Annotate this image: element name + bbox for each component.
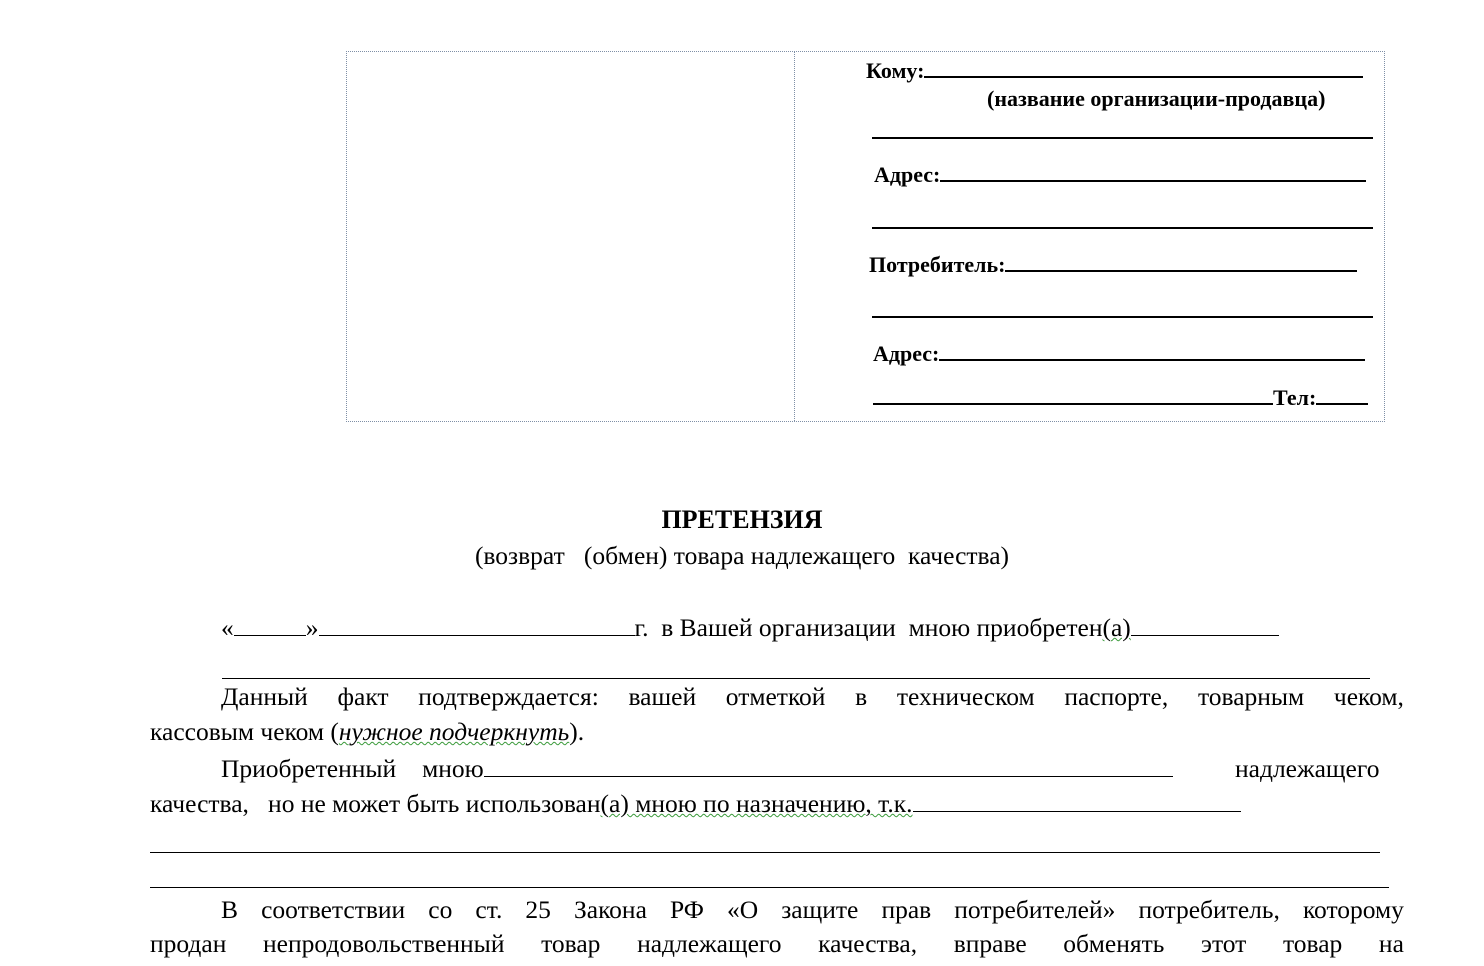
acquired-item-field[interactable] [484, 754, 1173, 777]
page-subtitle: (возврат (обмен) товара надлежащего качества) [474, 541, 1010, 570]
month-year-field[interactable] [319, 613, 635, 636]
sold-word: непродовольственный [262, 929, 505, 958]
receipt-prefix: кассовым чеком ( [150, 717, 339, 746]
law-paragraph-line-1 [221, 895, 1404, 925]
fact-word: отметкой [725, 682, 826, 711]
law-word: соответствии [261, 895, 406, 924]
sold-word: товар [1282, 929, 1343, 958]
address2-field[interactable] [939, 339, 1365, 361]
law-word: со [428, 895, 453, 924]
reason-field-line-3[interactable] [150, 887, 1389, 888]
fact-word: Данный [221, 682, 308, 711]
law-word: В [221, 895, 239, 924]
sold-word: товар [541, 929, 601, 958]
acquired-row [221, 754, 1173, 784]
acquired-word: надлежащего [1235, 754, 1380, 783]
phone-field[interactable] [1316, 383, 1368, 405]
acquired-word: мною [422, 754, 484, 783]
sold-word: обменять [1063, 929, 1165, 958]
law-word: ст. [475, 895, 503, 924]
sold-word: этот [1201, 929, 1247, 958]
sold-word: качества, [818, 929, 918, 958]
phone-label: Тел: [1273, 385, 1317, 410]
address-field[interactable] [940, 160, 1366, 182]
to-field[interactable] [924, 56, 1363, 78]
law-word: РФ [669, 895, 704, 924]
to-row [866, 56, 1363, 84]
sold-word: надлежащего [637, 929, 782, 958]
address-field-line-2[interactable] [872, 227, 1373, 229]
quality-text: качества, но не может быть использован [150, 789, 601, 818]
fact-word: техническом [896, 682, 1035, 711]
sold-word: продан [150, 929, 227, 958]
quote-close: » [305, 613, 319, 642]
fact-word: факт [337, 682, 389, 711]
receipt-note: нужное подчеркнуть [338, 717, 570, 746]
address2-field-line-2[interactable] [873, 383, 1273, 405]
law-paragraph-line-2 [150, 929, 1404, 959]
address2-label: Адрес: [873, 341, 940, 366]
law-word: потребитель, [1138, 895, 1280, 924]
quote-open: « [221, 613, 234, 642]
sold-word: вправе [953, 929, 1027, 958]
fact-word: вашей [628, 682, 697, 711]
address-row [874, 160, 1366, 188]
law-word: которому [1302, 895, 1404, 924]
org-caption: (название организации-продавца) [987, 86, 1326, 111]
law-word: Закона [574, 895, 647, 924]
law-word: прав [881, 895, 932, 924]
fact-word: подтверждается: [418, 682, 599, 711]
purchase-row [221, 613, 1279, 643]
phone-row [873, 383, 1368, 411]
to-field-line-2[interactable] [872, 137, 1373, 139]
receipt-suffix: ). [569, 717, 585, 746]
day-field[interactable] [234, 613, 306, 636]
block-divider [794, 52, 795, 421]
consumer-field-line-2[interactable] [872, 316, 1373, 318]
address2-row [873, 339, 1365, 367]
fact-word: паспорте, [1064, 682, 1169, 711]
law-word: потребителей» [954, 895, 1116, 924]
law-word: защите [781, 895, 859, 924]
quality-row [150, 789, 1241, 819]
quality-suffix: (а) мною по назначению, т.к. [600, 789, 913, 818]
acquired-word: Приобретенный [221, 754, 397, 783]
reason-field-line-2[interactable] [150, 852, 1380, 853]
address-label: Адрес: [874, 162, 941, 187]
page-title: ПРЕТЕНЗИЯ [661, 505, 823, 534]
fact-paragraph-line-2 [150, 717, 584, 747]
sold-word: на [1378, 929, 1404, 958]
fact-paragraph-line-1 [221, 682, 1404, 712]
reason-field[interactable] [913, 789, 1241, 812]
consumer-field[interactable] [1005, 250, 1357, 272]
purchase-text: г. в Вашей организации мною приобретен [634, 613, 1103, 642]
consumer-label: Потребитель: [869, 252, 1006, 277]
consumer-row [869, 250, 1357, 278]
purchase-suffix: (а) [1102, 613, 1131, 642]
to-label: Кому: [866, 58, 925, 83]
fact-word: товарным [1197, 682, 1305, 711]
fact-word: чеком, [1333, 682, 1404, 711]
product-field-line-2[interactable] [222, 678, 1370, 679]
product-field[interactable] [1131, 613, 1279, 636]
law-word: «О [726, 895, 759, 924]
fact-word: в [855, 682, 868, 711]
law-word: 25 [525, 895, 551, 924]
